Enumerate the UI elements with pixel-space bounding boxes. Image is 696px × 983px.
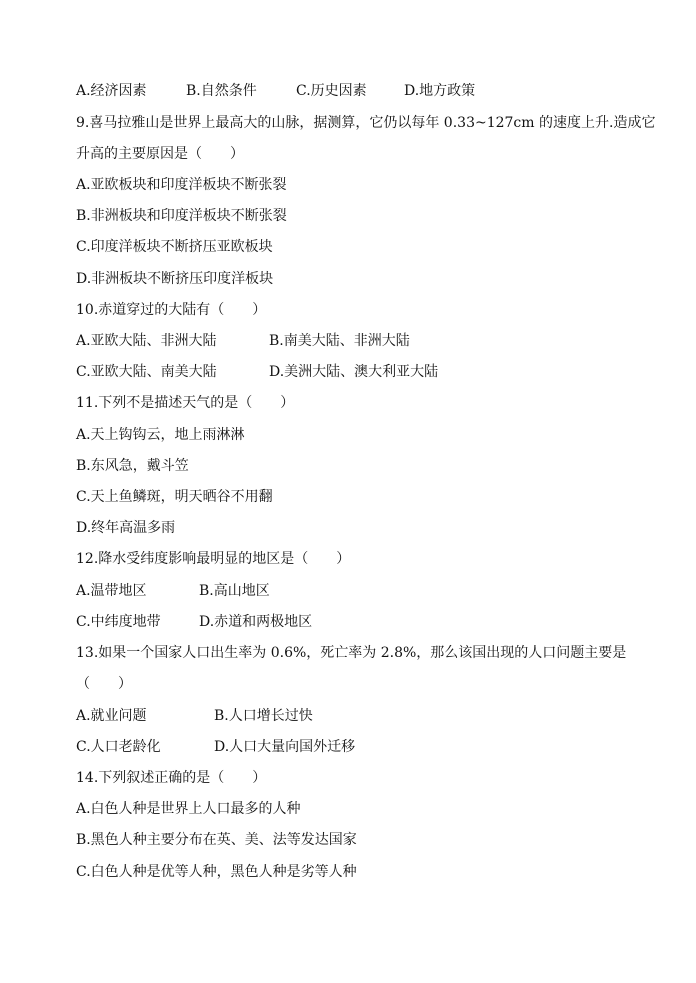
q13-option-c: C.人口老龄化	[76, 739, 161, 755]
q12-option-c: C.中纬度地带	[76, 614, 161, 630]
q12-option-d: D.赤道和两极地区	[199, 614, 313, 630]
q12-stem: 12.降水受纬度影响最明显的地区是（ ）	[76, 551, 351, 567]
q8-option-d: D.地方政策	[404, 83, 476, 99]
q9-option-a: A.亚欧板块和印度洋板块不断张裂	[76, 177, 287, 193]
q8-option-b: B.自然条件	[186, 83, 257, 99]
q9-option-d: D.非洲板块不断挤压印度洋板块	[76, 271, 274, 287]
q9-option-b: B.非洲板块和印度洋板块不断张裂	[76, 208, 287, 224]
q14-option-c: C.白色人种是优等人种，黑色人种是劣等人种	[76, 864, 357, 880]
q9-option-c: C.印度洋板块不断挤压亚欧板块	[76, 239, 273, 255]
q9-stem-line2: 升高的主要原因是（ ）	[76, 146, 244, 162]
q11-option-d: D.终年高温多雨	[76, 520, 176, 536]
q8-option-a: A.经济因素	[76, 83, 147, 99]
q14-option-b: B.黑色人种主要分布在英、美、法等发达国家	[76, 832, 357, 848]
q11-option-c: C.天上鱼鳞斑，明天晒谷不用翻	[76, 489, 273, 505]
q13-stem-line1: 13.如果一个国家人口出生率为 0.6%，死亡率为 2.8%，那么该国出现的人口问题主要是	[76, 645, 627, 661]
q14-stem: 14.下列叙述正确的是（ ）	[76, 770, 267, 786]
q11-option-a: A.天上钩钩云，地上雨淋淋	[76, 427, 245, 443]
q10-option-d: D.美洲大陆、澳大利亚大陆	[269, 364, 439, 380]
q10-option-a: A.亚欧大陆、非洲大陆	[76, 333, 217, 349]
q11-stem: 11.下列不是描述天气的是（ ）	[76, 395, 295, 411]
q12-option-a: A.温带地区	[76, 583, 147, 599]
q11-option-b: B.东风急，戴斗笠	[76, 458, 189, 474]
q12-option-b: B.高山地区	[199, 583, 270, 599]
q13-stem-line2: （ ）	[76, 676, 132, 692]
q13-option-b: B.人口增长过快	[214, 708, 313, 724]
q13-option-a: A.就业问题	[76, 708, 147, 724]
q9-stem-line1: 9.喜马拉雅山是世界上最高大的山脉，据测算，它仍以每年 0.33~127cm 的速度上升.造成它	[76, 115, 656, 131]
q10-option-b: B.南美大陆、非洲大陆	[269, 333, 410, 349]
q8-option-c: C.历史因素	[296, 83, 367, 99]
q14-option-a: A.白色人种是世界上人口最多的人种	[76, 801, 301, 817]
q10-option-c: C.亚欧大陆、南美大陆	[76, 364, 217, 380]
q10-stem: 10.赤道穿过的大陆有（ ）	[76, 302, 267, 318]
q13-option-d: D.人口大量向国外迁移	[214, 739, 356, 755]
